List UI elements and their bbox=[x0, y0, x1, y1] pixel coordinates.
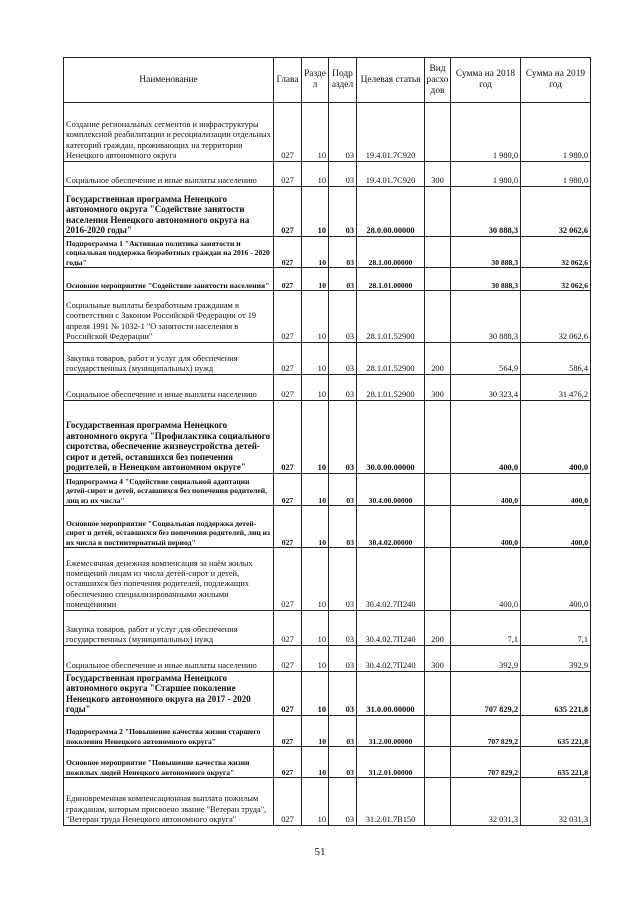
row-sum-2019: 32 062,6 bbox=[521, 268, 591, 291]
row-podrazdel: 03 bbox=[329, 103, 357, 162]
row-name: Создание региональных сегментов и инфраструктуры комплексной реабилитации и ресоциализации отдельных категорий граждан, проживающих на территории Ненецкого автономного округа bbox=[64, 103, 274, 162]
row-podrazdel: 03 bbox=[329, 778, 357, 826]
row-sum-2019: 31 476,2 bbox=[521, 375, 591, 401]
header-name: Наименование bbox=[64, 58, 274, 103]
row-razdel: 10 bbox=[302, 291, 329, 343]
row-razdel: 10 bbox=[302, 343, 329, 375]
row-podrazdel: 03 bbox=[329, 187, 357, 237]
row-vid bbox=[425, 716, 451, 747]
row-podrazdel: 03 bbox=[329, 611, 357, 646]
row-sum-2018: 30 888,3 bbox=[451, 187, 521, 237]
row-podrazdel: 03 bbox=[329, 375, 357, 401]
row-podrazdel: 03 bbox=[329, 548, 357, 611]
row-sum-2019: 32 062,6 bbox=[521, 187, 591, 237]
row-article: 30.4.02.00000 bbox=[357, 506, 425, 548]
row-article: 31.2.01.7В150 bbox=[357, 778, 425, 826]
row-name: Государственная программа Ненецкого автономного округа "Старшее поколение Ненецкого автономного округа на 2017 - 2020 годы" bbox=[64, 672, 274, 716]
row-sum-2019: 32 031,3 bbox=[521, 778, 591, 826]
row-razdel: 10 bbox=[302, 548, 329, 611]
row-sum-2019: 400,0 bbox=[521, 474, 591, 506]
row-podrazdel: 03 bbox=[329, 646, 357, 672]
row-razdel: 10 bbox=[302, 375, 329, 401]
row-sum-2019: 400,0 bbox=[521, 548, 591, 611]
header-sum-2018: Сумма на 2018 год bbox=[451, 58, 521, 103]
row-razdel: 10 bbox=[302, 778, 329, 826]
row-podrazdel: 03 bbox=[329, 401, 357, 474]
row-podrazdel: 03 bbox=[329, 747, 357, 778]
table-row bbox=[64, 103, 591, 162]
row-article: 28.0.00.00000 bbox=[357, 187, 425, 237]
row-article: 31.2.00.00000 bbox=[357, 716, 425, 747]
row-article: 30.4.02.7П240 bbox=[357, 646, 425, 672]
row-vid bbox=[425, 187, 451, 237]
row-sum-2018: 7,1 bbox=[451, 611, 521, 646]
row-sum-2018: 707 829,2 bbox=[451, 747, 521, 778]
row-vid bbox=[425, 506, 451, 548]
row-article: 30.4.02.7П240 bbox=[357, 611, 425, 646]
row-sum-2018: 30 888,3 bbox=[451, 291, 521, 343]
row-name: Подпрограмма 1 "Активная политика занятости и социальная поддержка безработных граждан на 2016 - 2020 годы" bbox=[64, 237, 274, 268]
table-row bbox=[64, 237, 591, 268]
row-glava: 027 bbox=[274, 646, 302, 672]
row-glava: 027 bbox=[274, 548, 302, 611]
row-name: Подпрограмма 2 "Повышение качества жизни старшего поколения Ненецкого автономного округа" bbox=[64, 716, 274, 747]
row-sum-2018: 400,0 bbox=[451, 401, 521, 474]
row-vid: 300 bbox=[425, 375, 451, 401]
row-podrazdel: 03 bbox=[329, 716, 357, 747]
row-article: 30.0.00.00000 bbox=[357, 401, 425, 474]
table-row bbox=[64, 162, 591, 187]
row-sum-2018: 564,9 bbox=[451, 343, 521, 375]
row-razdel: 10 bbox=[302, 237, 329, 268]
row-sum-2018: 707 829,2 bbox=[451, 716, 521, 747]
table-row bbox=[64, 474, 591, 506]
row-razdel: 10 bbox=[302, 162, 329, 187]
row-name: Основное мероприятие "Содействие занятости населения" bbox=[64, 268, 274, 291]
row-glava: 027 bbox=[274, 716, 302, 747]
row-glava: 027 bbox=[274, 747, 302, 778]
row-razdel: 10 bbox=[302, 747, 329, 778]
row-article: 28.1.01.52900 bbox=[357, 291, 425, 343]
table-row bbox=[64, 291, 591, 343]
row-vid bbox=[425, 747, 451, 778]
row-glava: 027 bbox=[274, 343, 302, 375]
row-article: 28.1.01.52900 bbox=[357, 343, 425, 375]
row-sum-2019: 635 221,8 bbox=[521, 747, 591, 778]
row-article: 19.4.01.7С920 bbox=[357, 162, 425, 187]
table-row bbox=[64, 506, 591, 548]
row-sum-2018: 32 031,3 bbox=[451, 778, 521, 826]
table-row bbox=[64, 343, 591, 375]
header-sum-2019: Сумма на 2019 год bbox=[521, 58, 591, 103]
row-sum-2019: 32 062,6 bbox=[521, 291, 591, 343]
row-sum-2018: 30 888,3 bbox=[451, 237, 521, 268]
table-row bbox=[64, 747, 591, 778]
row-vid bbox=[425, 548, 451, 611]
row-article: 30.4.00.00000 bbox=[357, 474, 425, 506]
row-vid bbox=[425, 474, 451, 506]
row-name: Закупка товаров, работ и услуг для обеспечения государственных (муниципальных) нужд bbox=[64, 343, 274, 375]
row-article: 28.1.00.00000 bbox=[357, 237, 425, 268]
row-podrazdel: 03 bbox=[329, 291, 357, 343]
row-vid bbox=[425, 268, 451, 291]
row-sum-2018: 400,0 bbox=[451, 548, 521, 611]
row-podrazdel: 03 bbox=[329, 237, 357, 268]
row-razdel: 10 bbox=[302, 474, 329, 506]
row-sum-2019: 635 221,8 bbox=[521, 672, 591, 716]
row-razdel: 10 bbox=[302, 611, 329, 646]
row-sum-2019: 32 062,6 bbox=[521, 237, 591, 268]
row-name: Единовременная компенсационная выплата пожилым гражданам, которым присвоено звание "Ветеран труда", "Ветеран труда Ненецкого автономного округа" bbox=[64, 778, 274, 826]
row-razdel: 10 bbox=[302, 401, 329, 474]
table-row bbox=[64, 548, 591, 611]
row-razdel: 10 bbox=[302, 268, 329, 291]
row-glava: 027 bbox=[274, 672, 302, 716]
header-razdel: Разде л bbox=[302, 58, 329, 103]
row-sum-2019: 635 221,8 bbox=[521, 716, 591, 747]
table-row bbox=[64, 401, 591, 474]
row-razdel: 10 bbox=[302, 506, 329, 548]
row-sum-2018: 30 323,4 bbox=[451, 375, 521, 401]
row-name: Социальное обеспечение и иные выплаты населению bbox=[64, 162, 274, 187]
budget-table bbox=[63, 57, 591, 826]
row-sum-2018: 707 829,2 bbox=[451, 672, 521, 716]
header-article: Целевая статья bbox=[357, 58, 425, 103]
row-name: Социальные выплаты безработным гражданам в соответствии с Законом Российской Федерации от 19 апреля 1991 № 1032-1 "О занятости населения в Российской Федерации" bbox=[64, 291, 274, 343]
row-razdel: 10 bbox=[302, 716, 329, 747]
row-razdel: 10 bbox=[302, 103, 329, 162]
row-name: Основное мероприятие "Социальная поддержка детей-сирот и детей, оставшихся без попечения родителей, лиц из их числа в постинтернатный период" bbox=[64, 506, 274, 548]
row-razdel: 10 bbox=[302, 672, 329, 716]
row-article: 31.2.01.00000 bbox=[357, 747, 425, 778]
row-sum-2018: 30 888,3 bbox=[451, 268, 521, 291]
row-name: Государственная программа Ненецкого автономного округа "Содействие занятости населения Ненецкого автономного округа на 2016-2020 годы" bbox=[64, 187, 274, 237]
row-vid bbox=[425, 291, 451, 343]
row-glava: 027 bbox=[274, 401, 302, 474]
row-article: 19.4.01.7С920 bbox=[357, 103, 425, 162]
row-sum-2019: 1 980,0 bbox=[521, 103, 591, 162]
table-row bbox=[64, 611, 591, 646]
row-article: 28.1.01.00000 bbox=[357, 268, 425, 291]
row-glava: 027 bbox=[274, 268, 302, 291]
row-vid bbox=[425, 778, 451, 826]
table-row bbox=[64, 716, 591, 747]
row-glava: 027 bbox=[274, 611, 302, 646]
row-sum-2019: 392,9 bbox=[521, 646, 591, 672]
row-name: Подпрограмма 4 "Содействие социальной адаптации детей-сирот и детей, оставшихся без попечения родителей, лиц из их числа" bbox=[64, 474, 274, 506]
row-glava: 027 bbox=[274, 187, 302, 237]
row-podrazdel: 03 bbox=[329, 474, 357, 506]
row-sum-2019: 400,0 bbox=[521, 506, 591, 548]
row-vid bbox=[425, 401, 451, 474]
row-podrazdel: 03 bbox=[329, 672, 357, 716]
table-row bbox=[64, 672, 591, 716]
row-podrazdel: 03 bbox=[329, 162, 357, 187]
header-podrazdel: Подр аздел bbox=[329, 58, 357, 103]
header-glava: Глава bbox=[274, 58, 302, 103]
table-row bbox=[64, 375, 591, 401]
row-podrazdel: 03 bbox=[329, 506, 357, 548]
row-name: Основное мероприятие "Повышение качества жизни пожилых людей Ненецкого автономного округа" bbox=[64, 747, 274, 778]
row-glava: 027 bbox=[274, 103, 302, 162]
row-glava: 027 bbox=[274, 162, 302, 187]
row-glava: 027 bbox=[274, 291, 302, 343]
row-name: Социальное обеспечение и иные выплаты населению bbox=[64, 646, 274, 672]
row-vid bbox=[425, 672, 451, 716]
row-podrazdel: 03 bbox=[329, 268, 357, 291]
row-sum-2019: 7,1 bbox=[521, 611, 591, 646]
table-row bbox=[64, 646, 591, 672]
row-sum-2019: 1 980,0 bbox=[521, 162, 591, 187]
row-vid: 300 bbox=[425, 162, 451, 187]
row-sum-2018: 1 980,0 bbox=[451, 162, 521, 187]
row-glava: 027 bbox=[274, 506, 302, 548]
row-article: 30.4.02.7П240 bbox=[357, 548, 425, 611]
page-number: 51 bbox=[314, 846, 326, 858]
row-sum-2019: 400,0 bbox=[521, 401, 591, 474]
row-sum-2018: 1 980,0 bbox=[451, 103, 521, 162]
row-vid: 200 bbox=[425, 343, 451, 375]
row-name: Государственная программа Ненецкого автономного округа "Профилактика социального сиротства, обеспечение жизнеустройства детей-сирот и детей, оставшихся без попечения родителей, в Ненецком автономном округе" bbox=[64, 401, 274, 474]
row-glava: 027 bbox=[274, 778, 302, 826]
row-vid: 300 bbox=[425, 646, 451, 672]
row-vid bbox=[425, 237, 451, 268]
row-sum-2018: 400,0 bbox=[451, 506, 521, 548]
row-article: 31.0.00.00000 bbox=[357, 672, 425, 716]
table-row bbox=[64, 187, 591, 237]
row-razdel: 10 bbox=[302, 187, 329, 237]
row-vid bbox=[425, 103, 451, 162]
row-glava: 027 bbox=[274, 375, 302, 401]
row-glava: 027 bbox=[274, 237, 302, 268]
row-razdel: 10 bbox=[302, 646, 329, 672]
table-row bbox=[64, 778, 591, 826]
row-article: 28.1.01.52900 bbox=[357, 375, 425, 401]
row-name: Социальное обеспечение и иные выплаты населению bbox=[64, 375, 274, 401]
row-sum-2018: 392,9 bbox=[451, 646, 521, 672]
row-vid: 200 bbox=[425, 611, 451, 646]
row-sum-2018: 400,0 bbox=[451, 474, 521, 506]
row-glava: 027 bbox=[274, 474, 302, 506]
table-row bbox=[64, 268, 591, 291]
header-row bbox=[64, 58, 591, 103]
row-podrazdel: 03 bbox=[329, 343, 357, 375]
header-vid: Вид расхо дов bbox=[425, 58, 451, 103]
row-sum-2019: 586,4 bbox=[521, 343, 591, 375]
row-name: Ежемесячная денежная компенсация за наём жилых помещений лицам из числа детей-сирот и детей, оставшихся без попечения родителей, подлежащих обеспечению специализированными жилыми помещениями bbox=[64, 548, 274, 611]
row-name: Закупка товаров, работ и услуг для обеспечения государственных (муниципальных) нужд bbox=[64, 611, 274, 646]
